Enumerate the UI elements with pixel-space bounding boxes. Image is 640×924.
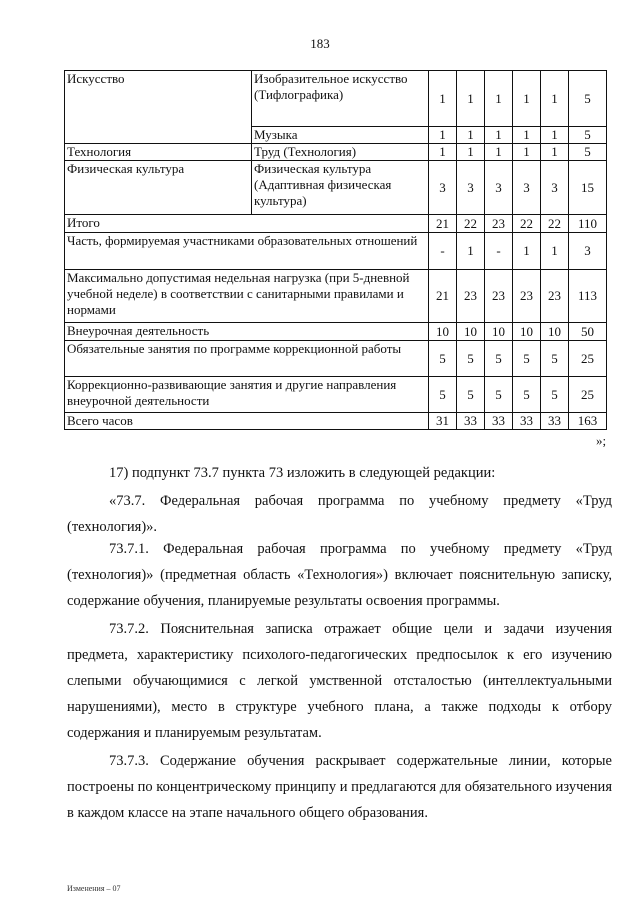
- subject-area-cell: Искусство: [65, 71, 252, 144]
- grade-hours-cell: 1: [513, 71, 541, 127]
- subject-cell: Музыка: [252, 127, 429, 144]
- grade-hours-cell: 1: [513, 127, 541, 144]
- table-row: [65, 161, 607, 215]
- grade-hours-cell: 33: [457, 413, 485, 430]
- grade-hours-cell: 5: [541, 341, 569, 377]
- grade-hours-cell: 3: [513, 161, 541, 215]
- subject-cell: Труд (Технология): [252, 144, 429, 161]
- table-row: [65, 270, 607, 323]
- row-label-cell: Коррекционно-развивающие занятия и другие направления внеурочной деятельности: [65, 377, 429, 413]
- grade-hours-cell: 33: [541, 413, 569, 430]
- table-row: [65, 215, 607, 233]
- total-hours-cell: 25: [569, 341, 607, 377]
- grade-hours-cell: 10: [485, 323, 513, 341]
- grade-hours-cell: 1: [457, 144, 485, 161]
- row-label-cell: Внеурочная деятельность: [65, 323, 429, 341]
- paragraph-section-title: «73.7. Федеральная рабочая программа по учебному предмету «Труд (технология)».: [67, 493, 612, 535]
- grade-hours-cell: 10: [429, 323, 457, 341]
- grade-hours-cell: 1: [457, 71, 485, 127]
- total-hours-cell: 3: [569, 233, 607, 270]
- grade-hours-cell: 1: [457, 233, 485, 270]
- grade-hours-cell: 1: [541, 144, 569, 161]
- grade-hours-cell: 1: [541, 127, 569, 144]
- grade-hours-cell: 5: [513, 341, 541, 377]
- paragraph-amendment-intro: 17) подпункт 73.7 пункта 73 изложить в следующей редакции:: [109, 465, 496, 481]
- grade-hours-cell: 23: [513, 270, 541, 323]
- table-row: [65, 341, 607, 377]
- grade-hours-cell: 10: [457, 323, 485, 341]
- grade-hours-cell: 1: [513, 144, 541, 161]
- grade-hours-cell: 22: [513, 215, 541, 233]
- grade-hours-cell: 23: [457, 270, 485, 323]
- grade-hours-cell: -: [485, 233, 513, 270]
- grade-hours-cell: 5: [457, 377, 485, 413]
- subject-area-cell: Физическая культура: [65, 161, 252, 215]
- subject-cell: Физическая культура (Адаптивная физическая культура): [252, 161, 429, 215]
- grade-hours-cell: 1: [513, 233, 541, 270]
- paragraph-7372: 73.7.2. Пояснительная записка отражает общие цели и задачи изучения предмета, характеристику психолого-педагогических предпосылок к его изучению слепыми обучающимися с легкой умственной отсталостью (интеллектуальными нарушениями), место в структуре учебного плана, а также подходы к отбору содержания и планируемым результатам.: [67, 621, 612, 741]
- grade-hours-cell: 5: [513, 377, 541, 413]
- table-row: [65, 233, 607, 270]
- grade-hours-cell: 5: [541, 377, 569, 413]
- total-hours-cell: 5: [569, 127, 607, 144]
- grade-hours-cell: 1: [541, 233, 569, 270]
- grade-hours-cell: 1: [541, 71, 569, 127]
- grade-hours-cell: 5: [429, 377, 457, 413]
- page-footer: Изменения – 07: [67, 884, 121, 893]
- grade-hours-cell: 3: [457, 161, 485, 215]
- row-label-cell: Итого: [65, 215, 429, 233]
- grade-hours-cell: 31: [429, 413, 457, 430]
- grade-hours-cell: 5: [485, 341, 513, 377]
- total-hours-cell: 50: [569, 323, 607, 341]
- grade-hours-cell: 5: [457, 341, 485, 377]
- grade-hours-cell: 21: [429, 215, 457, 233]
- row-label-cell: Обязательные занятия по программе коррекционной работы: [65, 341, 429, 377]
- table-row: [65, 144, 607, 161]
- closing-quote-mark: »;: [596, 433, 607, 448]
- grade-hours-cell: 33: [513, 413, 541, 430]
- total-hours-cell: 113: [569, 270, 607, 323]
- grade-hours-cell: 1: [429, 127, 457, 144]
- grade-hours-cell: 1: [485, 144, 513, 161]
- grade-hours-cell: 5: [485, 377, 513, 413]
- grade-hours-cell: 23: [485, 215, 513, 233]
- total-hours-cell: 5: [569, 144, 607, 161]
- table-row: [65, 71, 607, 127]
- paragraph-7371: 73.7.1. Федеральная рабочая программа по учебному предмету «Труд (технология)» (предметная область «Технология») включает пояснительную записку, содержание обучения, планируемые результаты освоения программы.: [67, 541, 612, 609]
- grade-hours-cell: 3: [485, 161, 513, 215]
- row-label-cell: Максимально допустимая недельная нагрузка (при 5-дневной учебной неделе) в соответствии с санитарными правилами и нормами: [65, 270, 429, 323]
- grade-hours-cell: 10: [541, 323, 569, 341]
- grade-hours-cell: 23: [485, 270, 513, 323]
- row-label-cell: Всего часов: [65, 413, 429, 430]
- subject-area-cell: Технология: [65, 144, 252, 161]
- grade-hours-cell: 1: [485, 127, 513, 144]
- total-hours-cell: 110: [569, 215, 607, 233]
- grade-hours-cell: -: [429, 233, 457, 270]
- curriculum-table: [64, 70, 607, 430]
- total-hours-cell: 163: [569, 413, 607, 430]
- grade-hours-cell: 1: [429, 144, 457, 161]
- grade-hours-cell: 1: [485, 71, 513, 127]
- row-label-cell: Часть, формируемая участниками образовательных отношений: [65, 233, 429, 270]
- total-hours-cell: 25: [569, 377, 607, 413]
- page-number: 183: [310, 36, 330, 51]
- grade-hours-cell: 21: [429, 270, 457, 323]
- table-row: [65, 413, 607, 430]
- grade-hours-cell: 23: [541, 270, 569, 323]
- grade-hours-cell: 5: [429, 341, 457, 377]
- paragraph-7373: 73.7.3. Содержание обучения раскрывает содержательные линии, которые построены по концентрическому принципу и предлагаются для обязательного изучения в каждом классе на этапе начального общего образования.: [67, 753, 612, 821]
- grade-hours-cell: 33: [485, 413, 513, 430]
- grade-hours-cell: 1: [457, 127, 485, 144]
- grade-hours-cell: 1: [429, 71, 457, 127]
- grade-hours-cell: 22: [457, 215, 485, 233]
- table-row: [65, 377, 607, 413]
- total-hours-cell: 15: [569, 161, 607, 215]
- table-row: [65, 323, 607, 341]
- grade-hours-cell: 10: [513, 323, 541, 341]
- grade-hours-cell: 3: [541, 161, 569, 215]
- total-hours-cell: 5: [569, 71, 607, 127]
- grade-hours-cell: 22: [541, 215, 569, 233]
- subject-cell: Изобразительное искусство (Тифлографика): [252, 71, 429, 127]
- grade-hours-cell: 3: [429, 161, 457, 215]
